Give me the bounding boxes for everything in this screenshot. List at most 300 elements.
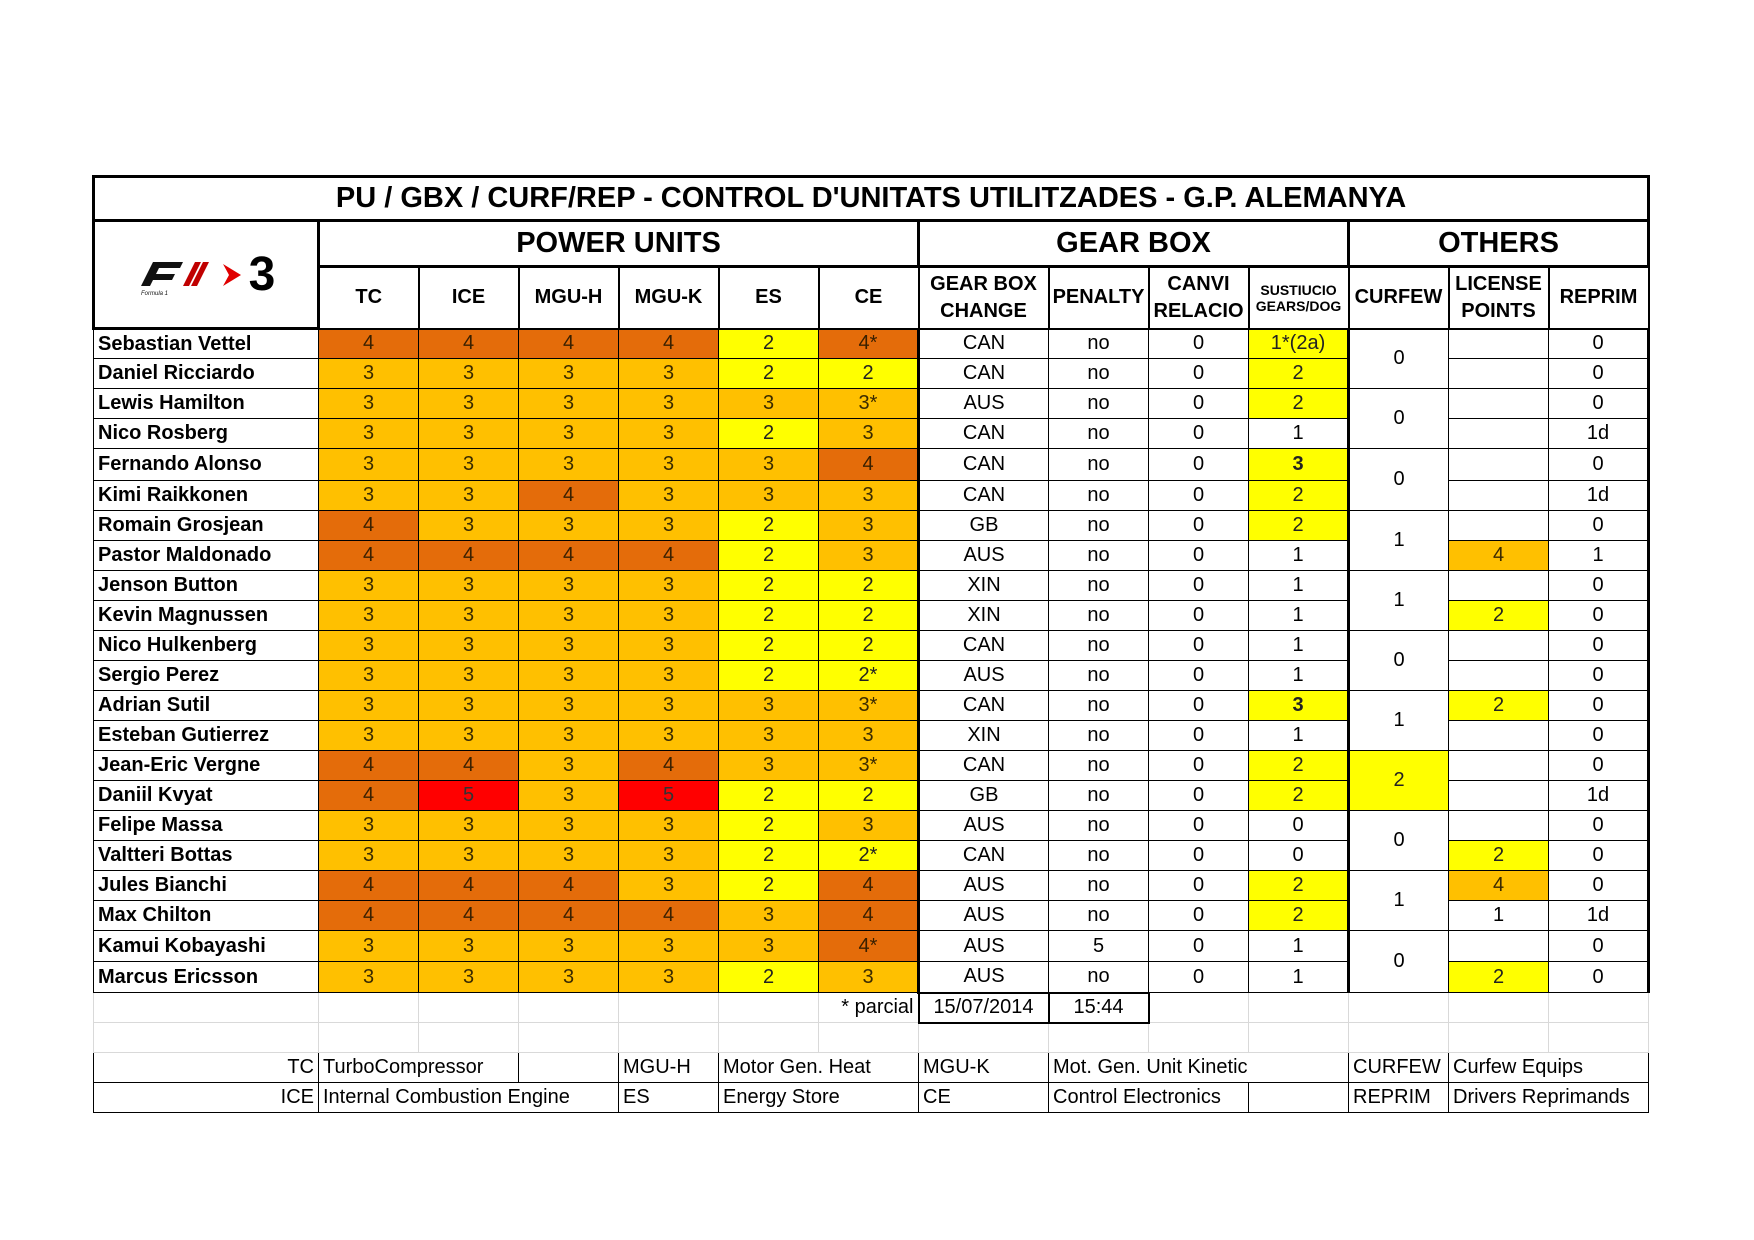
reprim-cell: 0	[1549, 691, 1649, 721]
pu-es-cell: 2	[719, 419, 819, 449]
pu-tc-cell: 3	[319, 931, 419, 962]
pu-mguh-cell: 4	[519, 481, 619, 511]
pu-ice-cell: 3	[419, 691, 519, 721]
driver-row	[94, 811, 1649, 841]
pu-ice-cell: 3	[419, 389, 519, 419]
gearbox-change-cell: AUS	[919, 389, 1049, 419]
pu-ce-cell: 2	[819, 601, 919, 631]
reprim-cell: 0	[1549, 329, 1649, 359]
driver-name: Pastor Maldonado	[94, 541, 319, 571]
reprim-cell: 0	[1549, 449, 1649, 481]
pu-mguk-cell: 3	[619, 419, 719, 449]
pu-mguh-cell: 3	[519, 721, 619, 751]
pu-tc-cell: 3	[319, 449, 419, 481]
pu-mguk-cell: 4	[619, 329, 719, 359]
penalty-cell: no	[1049, 781, 1149, 811]
pu-es-cell: 3	[719, 449, 819, 481]
legend-reprim-abbr: REPRIM	[1349, 1083, 1449, 1113]
canvi-relacio-cell: 0	[1149, 691, 1249, 721]
logo	[95, 247, 317, 301]
header-es: ES	[719, 267, 819, 329]
pu-tc-cell: 4	[319, 901, 419, 931]
group-others: OTHERS	[1349, 221, 1649, 267]
sustiucio-cell: 1	[1249, 571, 1349, 601]
sustiucio-cell: 1	[1249, 661, 1349, 691]
header-curfew: CURFEW	[1349, 267, 1449, 329]
header-canvi-relacio: CANVI RELACIO	[1149, 267, 1249, 329]
group-power-units: POWER UNITS	[319, 221, 919, 267]
pu-tc-cell: 3	[319, 359, 419, 389]
penalty-cell: no	[1049, 811, 1149, 841]
reprim-cell: 1d	[1549, 481, 1649, 511]
driver-row	[94, 389, 1649, 419]
pu-ice-cell: 3	[419, 511, 519, 541]
pu-ice-cell: 3	[419, 931, 519, 962]
driver-name: Valtteri Bottas	[94, 841, 319, 871]
pu-tc-cell: 3	[319, 571, 419, 601]
pu-mguk-cell: 3	[619, 511, 719, 541]
driver-name: Jean-Eric Vergne	[94, 751, 319, 781]
pu-mguh-cell: 3	[519, 571, 619, 601]
gearbox-change-cell: CAN	[919, 419, 1049, 449]
canvi-relacio-cell: 0	[1149, 901, 1249, 931]
pu-es-cell: 2	[719, 571, 819, 601]
pu-mguk-cell: 3	[619, 571, 719, 601]
pu-mguh-cell: 3	[519, 389, 619, 419]
penalty-cell: no	[1049, 751, 1149, 781]
curfew-cell: 0	[1349, 811, 1449, 871]
gearbox-change-cell: AUS	[919, 962, 1049, 993]
driver-name: Max Chilton	[94, 901, 319, 931]
pu-tc-cell: 4	[319, 329, 419, 359]
legend-mguh-desc: Motor Gen. Heat	[719, 1053, 919, 1083]
sustiucio-cell: 2	[1249, 781, 1349, 811]
legend-tc-abbr: TC	[94, 1053, 319, 1083]
reprim-cell: 0	[1549, 359, 1649, 389]
pu-mguh-cell: 3	[519, 601, 619, 631]
legend-ce-desc: Control Electronics	[1049, 1083, 1249, 1113]
pu-ce-cell: 4	[819, 449, 919, 481]
pu-ice-cell: 3	[419, 601, 519, 631]
reprim-cell: 0	[1549, 751, 1649, 781]
pu-es-cell: 3	[719, 481, 819, 511]
canvi-relacio-cell: 0	[1149, 811, 1249, 841]
sustiucio-cell: 1	[1249, 931, 1349, 962]
driver-name: Sergio Perez	[94, 661, 319, 691]
canvi-relacio-cell: 0	[1149, 481, 1249, 511]
license-points-cell	[1449, 811, 1549, 841]
sustiucio-cell: 2	[1249, 359, 1349, 389]
pu-es-cell: 2	[719, 841, 819, 871]
pu-tc-cell: 3	[319, 481, 419, 511]
pu-es-cell: 3	[719, 931, 819, 962]
canvi-relacio-cell: 0	[1149, 449, 1249, 481]
group-gear-box: GEAR BOX	[919, 221, 1349, 267]
pu-mguh-cell: 3	[519, 841, 619, 871]
gearbox-change-cell: XIN	[919, 571, 1049, 601]
license-points-cell	[1449, 751, 1549, 781]
penalty-cell: no	[1049, 449, 1149, 481]
pu-ice-cell: 3	[419, 419, 519, 449]
sustiucio-cell: 1*(2a)	[1249, 329, 1349, 359]
canvi-relacio-cell: 0	[1149, 419, 1249, 449]
pu-es-cell: 3	[719, 751, 819, 781]
pu-ce-cell: 4	[819, 871, 919, 901]
pu-mguh-cell: 3	[519, 631, 619, 661]
driver-row	[94, 631, 1649, 661]
pu-mguk-cell: 3	[619, 871, 719, 901]
pu-mguh-cell: 4	[519, 871, 619, 901]
canvi-relacio-cell: 0	[1149, 781, 1249, 811]
sustiucio-cell: 3	[1249, 449, 1349, 481]
license-points-cell	[1449, 511, 1549, 541]
penalty-cell: no	[1049, 601, 1149, 631]
curfew-cell: 0	[1349, 389, 1449, 449]
reprim-cell: 0	[1549, 631, 1649, 661]
pu-ice-cell: 3	[419, 841, 519, 871]
canvi-relacio-cell: 0	[1149, 359, 1249, 389]
pu-mguk-cell: 4	[619, 751, 719, 781]
pu-ice-cell: 3	[419, 962, 519, 993]
header-tc: TC	[319, 267, 419, 329]
sustiucio-cell: 2	[1249, 901, 1349, 931]
pu-mguk-cell: 3	[619, 449, 719, 481]
canvi-relacio-cell: 0	[1149, 631, 1249, 661]
pu-tc-cell: 4	[319, 781, 419, 811]
license-points-cell	[1449, 359, 1549, 389]
header-reprim: REPRIM	[1549, 267, 1649, 329]
reprim-cell: 0	[1549, 389, 1649, 419]
pu-mguk-cell: 3	[619, 359, 719, 389]
reprim-cell: 0	[1549, 871, 1649, 901]
pu-ce-cell: 3	[819, 541, 919, 571]
canvi-relacio-cell: 0	[1149, 721, 1249, 751]
penalty-cell: no	[1049, 481, 1149, 511]
gearbox-change-cell: XIN	[919, 721, 1049, 751]
pu-ice-cell: 3	[419, 481, 519, 511]
pu-mguk-cell: 3	[619, 721, 719, 751]
pu-tc-cell: 4	[319, 871, 419, 901]
pu-es-cell: 2	[719, 511, 819, 541]
penalty-cell: no	[1049, 871, 1149, 901]
driver-name: Jenson Button	[94, 571, 319, 601]
pu-mguh-cell: 3	[519, 661, 619, 691]
license-points-cell: 4	[1449, 541, 1549, 571]
curfew-cell: 1	[1349, 871, 1449, 931]
pu-mguh-cell: 4	[519, 329, 619, 359]
red-chevron-icon	[221, 260, 243, 290]
penalty-cell: no	[1049, 721, 1149, 751]
legend-es-desc: Energy Store	[719, 1083, 919, 1113]
canvi-relacio-cell: 0	[1149, 389, 1249, 419]
pu-ce-cell: 2	[819, 571, 919, 601]
gearbox-change-cell: AUS	[919, 931, 1049, 962]
sustiucio-cell: 1	[1249, 419, 1349, 449]
pu-mguk-cell: 3	[619, 389, 719, 419]
penalty-cell: no	[1049, 359, 1149, 389]
driver-name: Marcus Ericsson	[94, 962, 319, 993]
driver-name: Kamui Kobayashi	[94, 931, 319, 962]
header-ice: ICE	[419, 267, 519, 329]
header-sustiucio: SUSTIUCIO GEARS/DOG	[1249, 267, 1349, 329]
pu-es-cell: 2	[719, 962, 819, 993]
canvi-relacio-cell: 0	[1149, 841, 1249, 871]
pu-es-cell: 2	[719, 601, 819, 631]
pu-mguh-cell: 3	[519, 962, 619, 993]
canvi-relacio-cell: 0	[1149, 511, 1249, 541]
legend-curfew-desc: Curfew Equips	[1449, 1053, 1649, 1083]
pu-mguk-cell: 3	[619, 962, 719, 993]
header-penalty: PENALTY	[1049, 267, 1149, 329]
license-points-cell: 4	[1449, 871, 1549, 901]
penalty-cell: no	[1049, 901, 1149, 931]
canvi-relacio-cell: 0	[1149, 661, 1249, 691]
sustiucio-cell: 2	[1249, 751, 1349, 781]
header-gearbox-change: GEAR BOX CHANGE	[919, 267, 1049, 329]
pu-mguk-cell: 3	[619, 481, 719, 511]
driver-row	[94, 511, 1649, 541]
penalty-cell: no	[1049, 631, 1149, 661]
gearbox-change-cell: AUS	[919, 661, 1049, 691]
pu-ice-cell: 3	[419, 661, 519, 691]
legend-es-abbr: ES	[619, 1083, 719, 1113]
license-points-cell: 2	[1449, 601, 1549, 631]
pu-mguk-cell: 3	[619, 841, 719, 871]
gearbox-change-cell: AUS	[919, 541, 1049, 571]
gearbox-change-cell: CAN	[919, 329, 1049, 359]
sustiucio-cell: 2	[1249, 511, 1349, 541]
gearbox-change-cell: AUS	[919, 871, 1049, 901]
reprim-cell: 1d	[1549, 781, 1649, 811]
reprim-cell: 0	[1549, 931, 1649, 962]
pu-tc-cell: 3	[319, 419, 419, 449]
pu-mguh-cell: 3	[519, 751, 619, 781]
penalty-cell: no	[1049, 541, 1149, 571]
pu-mguh-cell: 3	[519, 449, 619, 481]
canvi-relacio-cell: 0	[1149, 751, 1249, 781]
license-points-cell	[1449, 661, 1549, 691]
canvi-relacio-cell: 0	[1149, 601, 1249, 631]
pu-mguk-cell: 3	[619, 691, 719, 721]
pu-ice-cell: 3	[419, 449, 519, 481]
legend-ice-abbr: ICE	[94, 1083, 319, 1113]
pu-ce-cell: 3	[819, 721, 919, 751]
pu-ce-cell: 3*	[819, 389, 919, 419]
license-points-cell: 2	[1449, 841, 1549, 871]
driver-name: Fernando Alonso	[94, 449, 319, 481]
driver-name: Jules Bianchi	[94, 871, 319, 901]
pu-es-cell: 3	[719, 721, 819, 751]
pu-ice-cell: 4	[419, 901, 519, 931]
pu-ce-cell: 3	[819, 962, 919, 993]
penalty-cell: no	[1049, 329, 1149, 359]
sustiucio-cell: 1	[1249, 962, 1349, 993]
header-mgu-k: MGU-K	[619, 267, 719, 329]
license-points-cell	[1449, 481, 1549, 511]
pu-ce-cell: 2	[819, 359, 919, 389]
driver-name: Kevin Magnussen	[94, 601, 319, 631]
pu-ice-cell: 4	[419, 751, 519, 781]
canvi-relacio-cell: 0	[1149, 931, 1249, 962]
gearbox-change-cell: CAN	[919, 751, 1049, 781]
canvi-relacio-cell: 0	[1149, 962, 1249, 993]
pu-ce-cell: 3	[819, 481, 919, 511]
driver-row	[94, 571, 1649, 601]
pu-mguh-cell: 4	[519, 541, 619, 571]
driver-row	[94, 449, 1649, 481]
pu-tc-cell: 4	[319, 541, 419, 571]
legend-mguk-desc: Mot. Gen. Unit Kinetic	[1049, 1053, 1349, 1083]
pu-tc-cell: 4	[319, 511, 419, 541]
pu-tc-cell: 3	[319, 721, 419, 751]
legend-mguh-abbr: MGU-H	[619, 1053, 719, 1083]
pu-mguh-cell: 3	[519, 931, 619, 962]
logo-number: 3	[248, 247, 276, 301]
license-points-cell	[1449, 631, 1549, 661]
sustiucio-cell: 1	[1249, 601, 1349, 631]
driver-row	[94, 329, 1649, 359]
pu-ce-cell: 3	[819, 811, 919, 841]
pu-es-cell: 2	[719, 811, 819, 841]
pu-mguk-cell: 5	[619, 781, 719, 811]
header-license-points: LICENSE POINTS	[1449, 267, 1549, 329]
pu-es-cell: 3	[719, 691, 819, 721]
pu-ice-cell: 3	[419, 721, 519, 751]
sustiucio-cell: 2	[1249, 389, 1349, 419]
sustiucio-cell: 0	[1249, 841, 1349, 871]
pu-tc-cell: 3	[319, 661, 419, 691]
pu-tc-cell: 3	[319, 601, 419, 631]
curfew-cell: 0	[1349, 449, 1449, 511]
pu-ce-cell: 3*	[819, 691, 919, 721]
penalty-cell: no	[1049, 511, 1149, 541]
pu-mguh-cell: 3	[519, 691, 619, 721]
pu-tc-cell: 3	[319, 691, 419, 721]
driver-name: Romain Grosjean	[94, 511, 319, 541]
driver-name: Sebastian Vettel	[94, 329, 319, 359]
sustiucio-cell: 1	[1249, 631, 1349, 661]
license-points-cell	[1449, 721, 1549, 751]
penalty-cell: 5	[1049, 931, 1149, 962]
pu-es-cell: 3	[719, 901, 819, 931]
gearbox-change-cell: GB	[919, 511, 1049, 541]
pu-ce-cell: 4*	[819, 931, 919, 962]
pu-es-cell: 3	[719, 389, 819, 419]
units-table	[92, 175, 1650, 1113]
pu-ce-cell: 4	[819, 901, 919, 931]
license-points-cell	[1449, 449, 1549, 481]
driver-name: Felipe Massa	[94, 811, 319, 841]
pu-tc-cell: 4	[319, 751, 419, 781]
pu-mguh-cell: 3	[519, 781, 619, 811]
penalty-cell: no	[1049, 661, 1149, 691]
pu-tc-cell: 3	[319, 389, 419, 419]
pu-mguk-cell: 4	[619, 901, 719, 931]
header-ce: CE	[819, 267, 919, 329]
canvi-relacio-cell: 0	[1149, 329, 1249, 359]
pu-ce-cell: 2*	[819, 841, 919, 871]
curfew-cell: 1	[1349, 571, 1449, 631]
report-time: 15:44	[1049, 993, 1149, 1023]
curfew-cell: 2	[1349, 751, 1449, 811]
reprim-cell: 0	[1549, 962, 1649, 993]
sustiucio-cell: 0	[1249, 811, 1349, 841]
pu-ice-cell: 4	[419, 871, 519, 901]
canvi-relacio-cell: 0	[1149, 871, 1249, 901]
curfew-cell: 0	[1349, 931, 1449, 993]
pu-es-cell: 2	[719, 661, 819, 691]
reprim-cell: 1d	[1549, 901, 1649, 931]
pu-es-cell: 2	[719, 631, 819, 661]
license-points-cell: 2	[1449, 962, 1549, 993]
driver-name: Adrian Sutil	[94, 691, 319, 721]
pu-mguh-cell: 3	[519, 359, 619, 389]
penalty-cell: no	[1049, 571, 1149, 601]
pu-ce-cell: 2	[819, 781, 919, 811]
sustiucio-cell: 2	[1249, 481, 1349, 511]
reprim-cell: 0	[1549, 661, 1649, 691]
pu-es-cell: 2	[719, 871, 819, 901]
reprim-cell: 1d	[1549, 419, 1649, 449]
driver-row	[94, 751, 1649, 781]
pu-ice-cell: 3	[419, 359, 519, 389]
gearbox-change-cell: CAN	[919, 481, 1049, 511]
reprim-cell: 0	[1549, 811, 1649, 841]
legend-ice-desc: Internal Combustion Engine	[319, 1083, 619, 1113]
pu-ice-cell: 3	[419, 571, 519, 601]
driver-row	[94, 931, 1649, 962]
reprim-cell: 0	[1549, 601, 1649, 631]
legend-ce-abbr: CE	[919, 1083, 1049, 1113]
legend-reprim-desc: Drivers Reprimands	[1449, 1083, 1649, 1113]
logo-cell	[94, 221, 319, 329]
gearbox-change-cell: CAN	[919, 449, 1049, 481]
sustiucio-cell: 2	[1249, 871, 1349, 901]
canvi-relacio-cell: 0	[1149, 541, 1249, 571]
pu-es-cell: 2	[719, 359, 819, 389]
penalty-cell: no	[1049, 419, 1149, 449]
gearbox-change-cell: CAN	[919, 691, 1049, 721]
pu-mguh-cell: 4	[519, 901, 619, 931]
legend-mguk-abbr: MGU-K	[919, 1053, 1049, 1083]
curfew-cell: 0	[1349, 631, 1449, 691]
header-mgu-h: MGU-H	[519, 267, 619, 329]
penalty-cell: no	[1049, 841, 1149, 871]
driver-name: Esteban Gutierrez	[94, 721, 319, 751]
pu-ce-cell: 4*	[819, 329, 919, 359]
license-points-cell: 1	[1449, 901, 1549, 931]
gearbox-change-cell: AUS	[919, 901, 1049, 931]
sustiucio-cell: 1	[1249, 541, 1349, 571]
pu-mguk-cell: 3	[619, 601, 719, 631]
canvi-relacio-cell: 0	[1149, 571, 1249, 601]
report-date: 15/07/2014	[919, 993, 1049, 1023]
f1-logo-icon	[137, 252, 215, 298]
driver-name: Nico Hulkenberg	[94, 631, 319, 661]
reprim-cell: 0	[1549, 511, 1649, 541]
driver-name: Nico Rosberg	[94, 419, 319, 449]
driver-row	[94, 871, 1649, 901]
license-points-cell	[1449, 419, 1549, 449]
reprim-cell: 0	[1549, 841, 1649, 871]
curfew-cell: 1	[1349, 691, 1449, 751]
pu-tc-cell: 3	[319, 631, 419, 661]
license-points-cell	[1449, 571, 1549, 601]
sustiucio-cell: 1	[1249, 721, 1349, 751]
license-points-cell	[1449, 329, 1549, 359]
legend-curfew-abbr: CURFEW	[1349, 1053, 1449, 1083]
curfew-cell: 0	[1349, 329, 1449, 389]
